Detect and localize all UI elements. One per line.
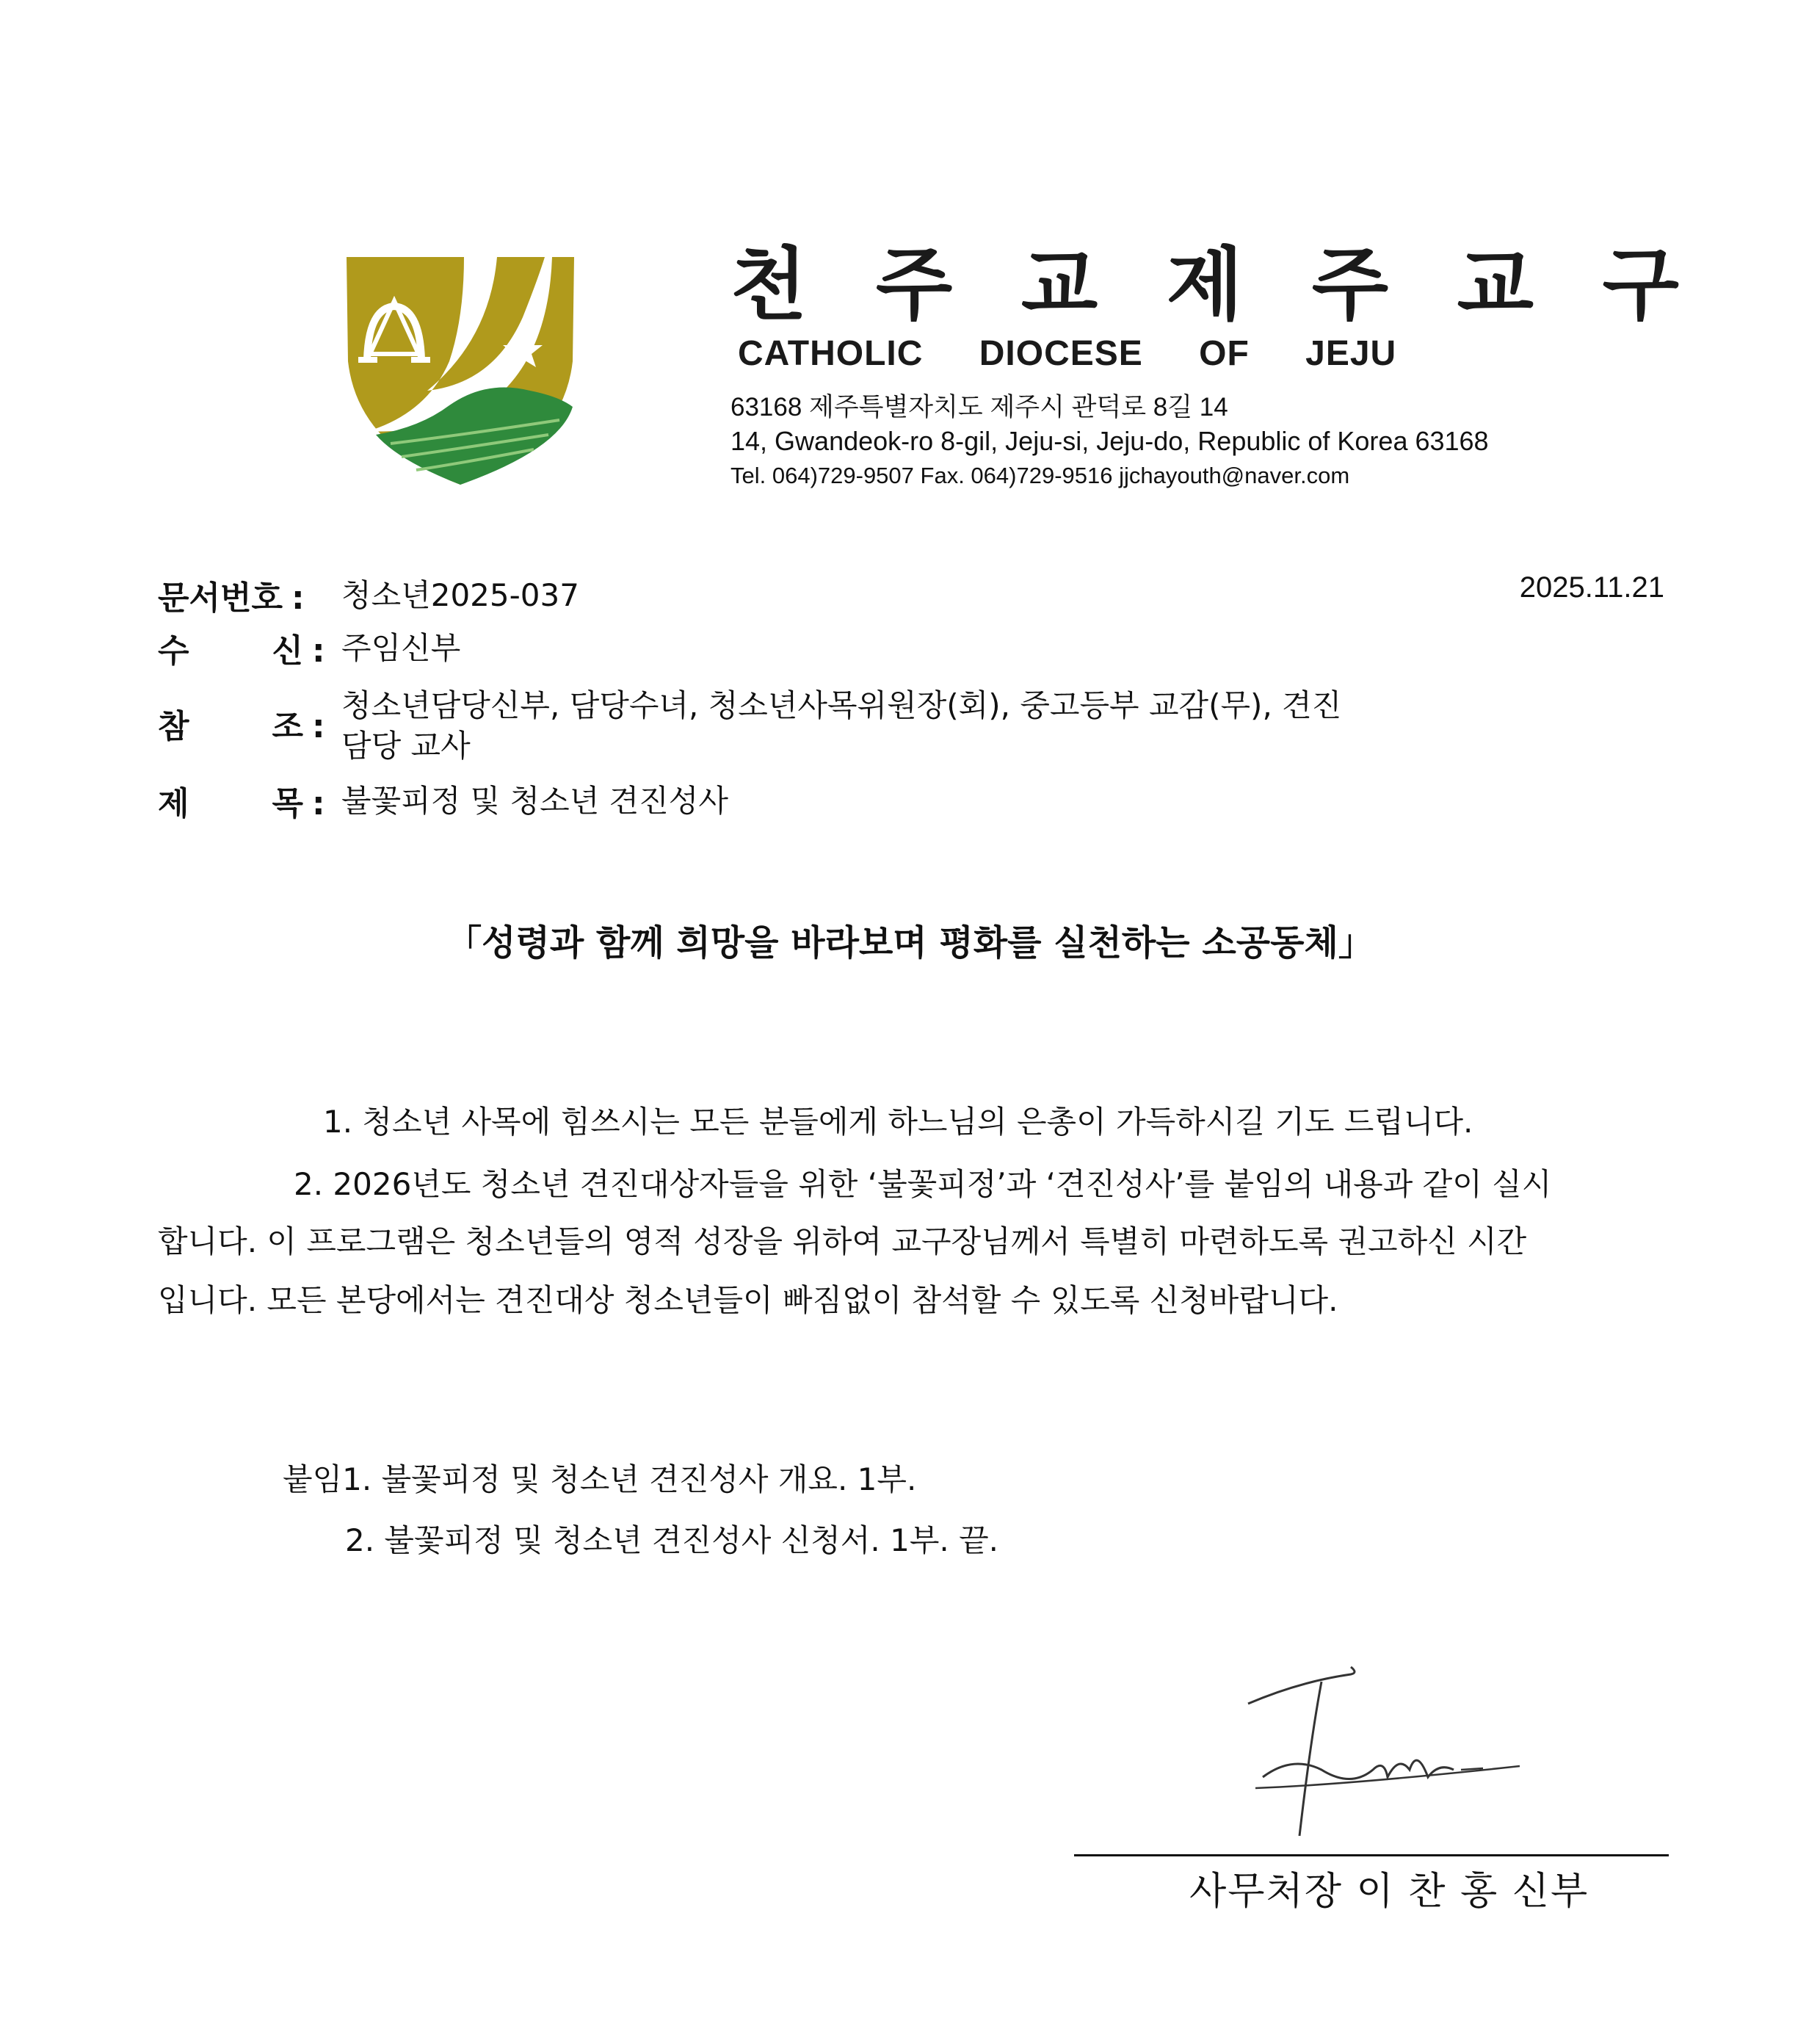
subject-label: 제 목 : xyxy=(158,785,325,822)
recipient-value: 주임신부 xyxy=(341,630,461,666)
doc-number-value: 청소년2025-037 xyxy=(341,577,579,613)
reference-value-line2: 담당 교사 xyxy=(341,728,471,764)
reference-label: 참 조 : xyxy=(158,708,325,745)
attachment-line-2: 2. 불꽃피정 및 청소년 견진성사 신청서. 1부. 끝. xyxy=(345,1522,999,1558)
reference-value-line1: 청소년담당신부, 담당수녀, 청소년사목위원장(회), 중고등부 교감(무), 견진 xyxy=(341,687,1342,723)
body-paragraph-2-line3: 입니다. 모든 본당에서는 견진대상 청소년들이 빠짐없이 참석할 수 있도록 신청바랍니다. xyxy=(158,1282,1338,1318)
attachment-line-1: 붙임1. 불꽃피정 및 청소년 견진성사 개요. 1부. xyxy=(283,1461,917,1497)
recipient-label: 수 신 : xyxy=(158,632,325,670)
address-korean: 63168 제주특별자치도 제주시 관덕로 8길 14 xyxy=(730,393,1228,422)
contact-info: Tel. 064)729-9507 Fax. 064)729-9516 jjchayouth@naver.com xyxy=(730,463,1350,488)
body-paragraph-2-line1: 2. 2026년도 청소년 견진대상자들을 위한 ‘불꽃피정’과 ‘견진성사’를 붙임의 내용과 같이 실시 xyxy=(294,1166,1552,1202)
document-date: 2025.11.21 xyxy=(1519,571,1664,604)
body-paragraph-1: 1. 청소년 사목에 힘쓰시는 모든 분들에게 하느님의 은총이 가득하시길 기도 드립니다. xyxy=(323,1104,1473,1140)
diocese-logo xyxy=(339,251,581,486)
body-paragraph-2-line2: 합니다. 이 프로그램은 청소년들의 영적 성장을 위하여 교구장님께서 특별히 마련하도록 권고하신 시간 xyxy=(158,1223,1527,1259)
diocese-motto: 「성령과 함께 희망을 바라보며 평화를 실천하는 소공동체」 xyxy=(446,922,1374,963)
address-english: 14, Gwandeok-ro 8-gil, Jeju-si, Jeju-do, Republic of Korea 63168 xyxy=(730,426,1489,456)
doc-number-label: 문서번호 : xyxy=(158,579,305,617)
org-name-english: CATHOLIC DIOCESE OF JEJU xyxy=(738,334,1397,373)
handwritten-signature xyxy=(1241,1660,1527,1843)
subject-value: 불꽃피정 및 청소년 견진성사 xyxy=(341,783,728,819)
signer-name: 사무처장 이 찬 홍 신부 xyxy=(1189,1870,1589,1914)
org-name-korean: 천 주 교 제 주 교 구 xyxy=(730,239,1700,331)
signature-line xyxy=(1074,1854,1669,1856)
